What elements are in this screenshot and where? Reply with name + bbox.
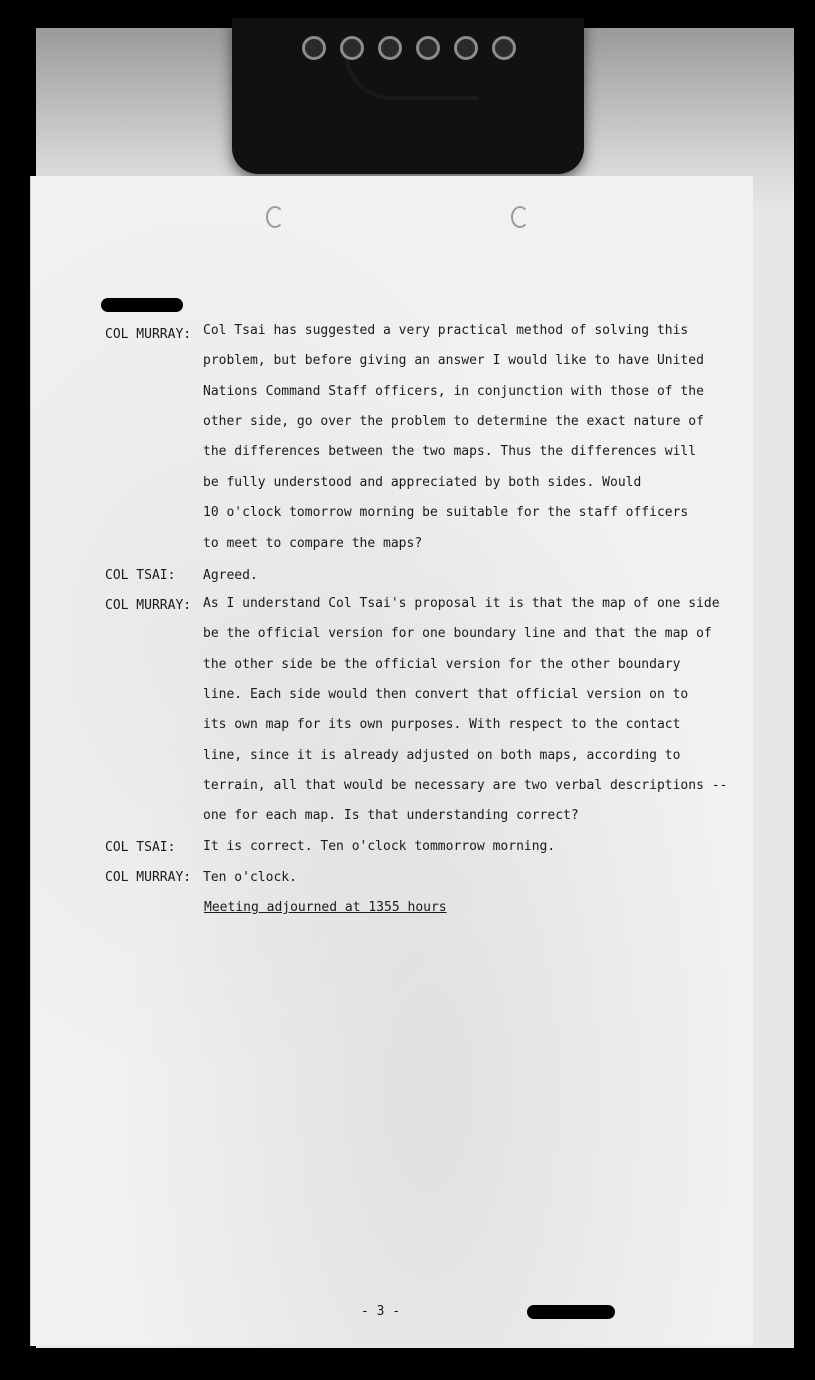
punch-hole — [511, 206, 529, 228]
transcript-line: the other side be the official version for the other boundary — [203, 657, 681, 672]
transcript-line: Col Tsai has suggested a very practical method of solving this — [203, 323, 689, 338]
adjournment-note: Meeting adjourned at 1355 hours — [204, 900, 447, 915]
transcript-line: line, since it is already adjusted on both maps, according to — [203, 748, 681, 763]
knob — [492, 36, 516, 60]
transcript-line: It is correct. Ten o'clock tommorrow morning. — [203, 839, 556, 854]
transcript-line: Ten o'clock. — [203, 870, 297, 885]
transcript-line: be the official version for one boundary line and that the map of — [203, 626, 712, 641]
transcript-line: be fully understood and appreciated by both sides. Would — [203, 475, 642, 490]
redaction-mark — [527, 1305, 615, 1319]
transcript-line: other side, go over the problem to determine the exact nature of — [203, 414, 704, 429]
speaker-label: COL TSAI: — [105, 840, 176, 855]
knob — [416, 36, 440, 60]
knob — [454, 36, 478, 60]
punch-hole — [266, 206, 284, 228]
redaction-mark — [101, 298, 183, 312]
knob — [340, 36, 364, 60]
speaker-label: COL TSAI: — [105, 568, 176, 583]
clip-knobs — [302, 36, 516, 60]
transcript-line: Agreed. — [203, 568, 258, 583]
document-page — [30, 176, 753, 1346]
transcript-line: one for each map. Is that understanding correct? — [203, 808, 579, 823]
knob — [302, 36, 326, 60]
binder-clip — [232, 18, 584, 174]
speaker-label: COL MURRAY: — [105, 598, 192, 613]
transcript-line: to meet to compare the maps? — [203, 536, 423, 551]
transcript-line: As I understand Col Tsai's proposal it is that the map of one side — [203, 596, 720, 611]
transcript-line: Nations Command Staff officers, in conjunction with those of the — [203, 384, 704, 399]
transcript-line: problem, but before giving an answer I would like to have United — [203, 353, 704, 368]
speaker-label: COL MURRAY: — [105, 870, 192, 885]
knob — [378, 36, 402, 60]
page-number: - 3 - — [361, 1304, 401, 1319]
transcript-line: the differences between the two maps. Thus the differences will — [203, 444, 697, 459]
transcript-line: line. Each side would then convert that official version on to — [203, 687, 689, 702]
transcript-line: 10 o'clock tomorrow morning be suitable for the staff officers — [203, 505, 689, 520]
transcript-line: its own map for its own purposes. With respect to the contact — [203, 717, 681, 732]
transcript-line: terrain, all that would be necessary are two verbal descriptions -- — [203, 778, 728, 793]
speaker-label: COL MURRAY: — [105, 327, 192, 342]
